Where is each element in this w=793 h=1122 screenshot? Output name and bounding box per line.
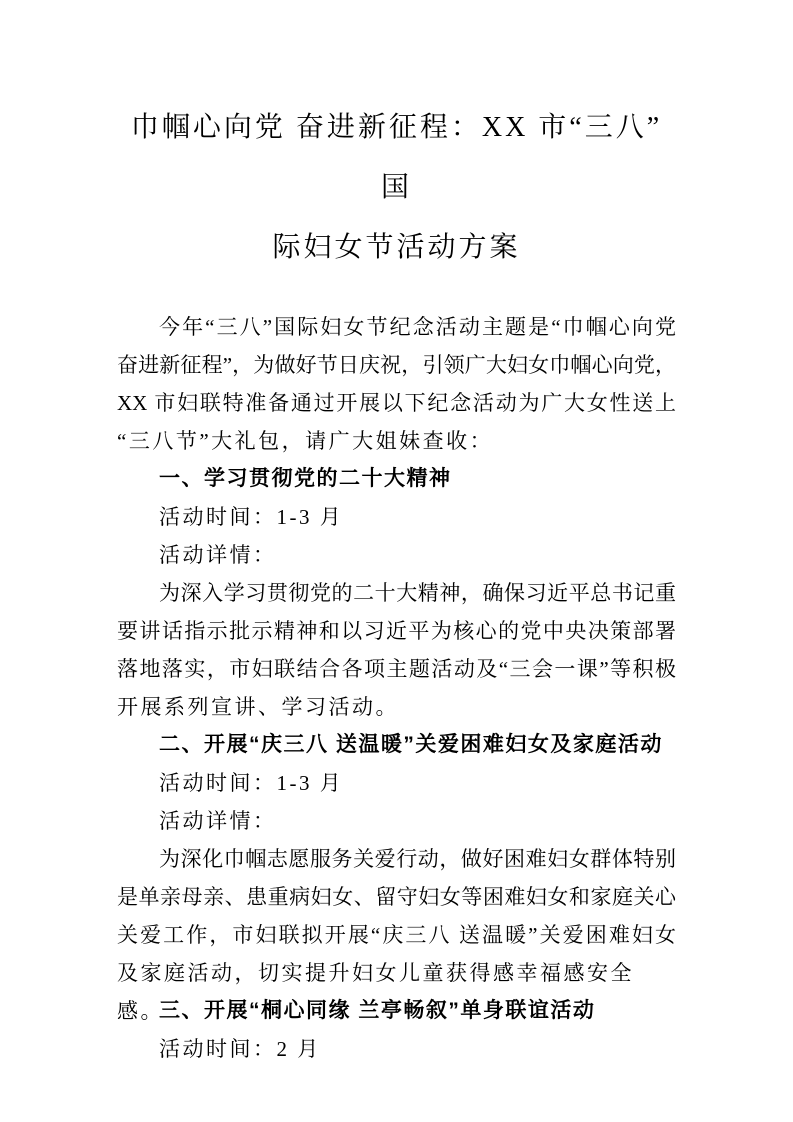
- section-2-body-line: 为深化巾帼志愿服务关爱行动，做好困难妇女群体特别: [159, 847, 676, 871]
- title-line-2: 际妇女节活动方案: [272, 232, 521, 263]
- section-3-time: 活动时间：2 月: [159, 1037, 321, 1061]
- intro-line: “三八节”大礼包，请广大姐妹查收：: [117, 429, 494, 453]
- section-1-time: 活动时间：1-3 月: [159, 505, 344, 529]
- section-2-time: 活动时间：1-3 月: [159, 771, 344, 795]
- section-2-heading: 二、开展“庆三八 送温暖”关爱困难妇女及家庭活动: [159, 733, 663, 756]
- section-1-details-label: 活动详情：: [159, 543, 277, 567]
- intro-line: 奋进新征程”，为做好节日庆祝，引领广大妇女巾帼心向党，: [117, 353, 676, 377]
- title-line-1: 巾帼心向党 奋进新征程：XX 市“三八”国: [130, 112, 663, 203]
- section-1-heading: 一、学习贯彻党的二十大精神: [159, 467, 452, 490]
- section-2-body-line: 及家庭活动，切实提升妇女儿童获得感幸福感安全感。: [117, 961, 634, 1023]
- document-title: [117, 98, 676, 278]
- section-2-details-label: 活动详情：: [159, 809, 277, 833]
- section-2-body-line: 关爱工作，市妇联拟开展“庆三八 送温暖”关爱困难妇女: [117, 923, 676, 947]
- section-1-body-line: 开展系列宣讲、学习活动。: [117, 695, 399, 719]
- section-2-body-line: 是单亲母亲、患重病妇女、留守妇女等困难妇女和家庭关心: [117, 885, 676, 909]
- section-3-heading: 三、开展“桐心同缘 兰亭畅叙”单身联谊活动: [159, 999, 596, 1022]
- section-1-body-line: 落地落实，市妇联结合各项主题活动及“三会一课”等积极: [117, 657, 676, 681]
- intro-line: 今年“三八”国际妇女节纪念活动主题是“巾帼心向党: [159, 315, 676, 339]
- section-1-body-line: 为深入学习贯彻党的二十大精神，确保习近平总书记重: [159, 581, 676, 605]
- section-1-body-line: 要讲话指示批示精神和以习近平为核心的党中央决策部署: [117, 619, 676, 643]
- intro-line: XX 市妇联特准备通过开展以下纪念活动为广大女性送上: [117, 391, 676, 415]
- document-body: [117, 308, 676, 1068]
